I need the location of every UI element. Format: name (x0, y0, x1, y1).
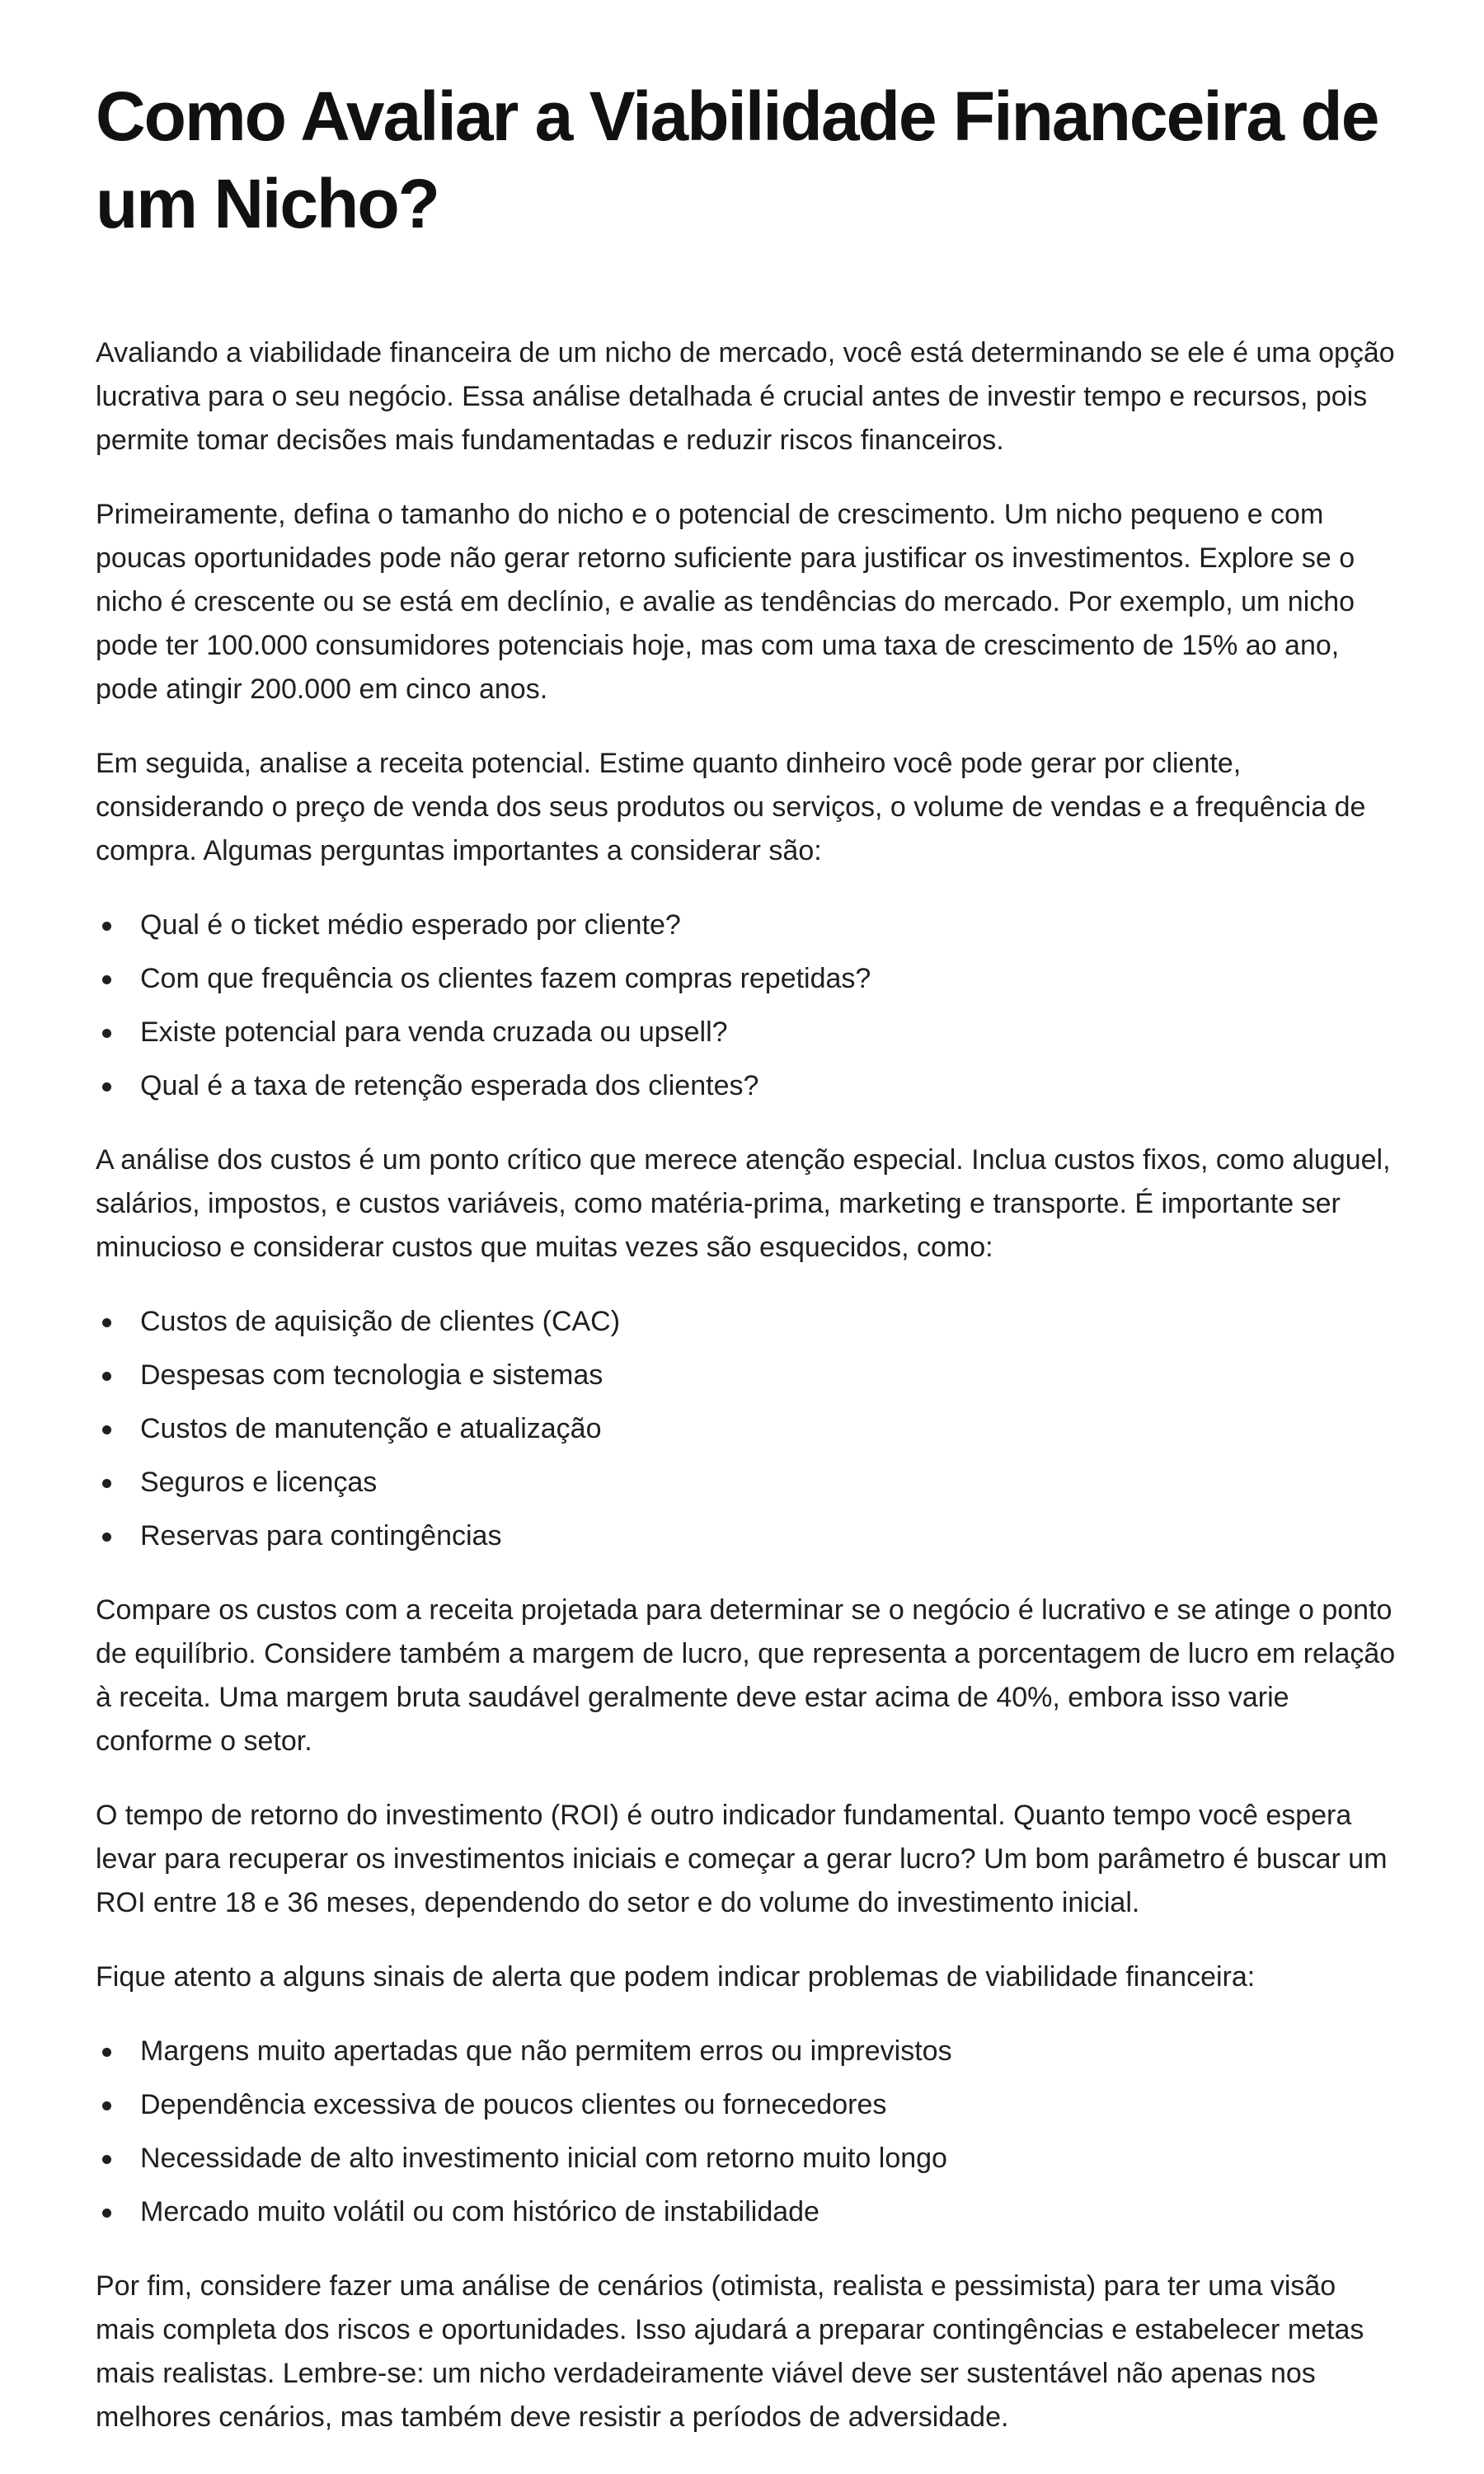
list-item (96, 1300, 1398, 1344)
list-item-text: Necessidade de alto investimento inicial com retorno muito longo (140, 2143, 947, 2174)
niche-size-paragraph: Primeiramente, defina o tamanho do nicho e o potencial de crescimento. Um nicho pequeno e com poucas oportunidades pode não gerar retorno suficiente para justificar os investimentos. Explore se o nicho é crescente ou se está em declínio, e avalie as tendências do mercado. Por exemplo, um nicho pode ter 100.000 consumidores potenciais hoje, mas com uma taxa de crescimento de 15% ao ano, pode atingir 200.000 em cinco anos. (96, 499, 1355, 705)
list-item (96, 957, 1398, 1001)
list-item-text: Dependência excessiva de poucos clientes ou fornecedores (140, 2089, 887, 2120)
bullet-icon (102, 2209, 111, 2218)
list-item-text: Seguros e licenças (140, 1467, 378, 1498)
list-item (96, 1354, 1398, 1397)
bullet-icon (102, 2155, 111, 2164)
list-item-text: Custos de manutenção e atualização (140, 1413, 602, 1444)
article (96, 0, 1398, 2439)
list-item-text: Reservas para contingências (140, 1520, 502, 1552)
intro-paragraph: Avaliando a viabilidade financeira de um nicho de mercado, você está determinando se ele é uma opção lucrativa para o seu negócio. Essa análise detalhada é crucial antes de investir tempo e recursos, pois permite tomar decisões mais fundamentadas e reduzir riscos financeiros. (96, 337, 1395, 456)
list-item-text: Mercado muito volátil ou com histórico de instabilidade (140, 2196, 819, 2228)
list-item (96, 904, 1398, 947)
bullet-icon (102, 975, 111, 984)
list-item-text: Existe potencial para venda cruzada ou upsell? (140, 1016, 728, 1048)
list-item (96, 1407, 1398, 1451)
list-item-text: Despesas com tecnologia e sistemas (140, 1359, 603, 1391)
costs-paragraph: A análise dos custos é um ponto crítico que merece atenção especial. Inclua custos fixos, como aluguel, salários, impostos, e custos variáveis, como matéria-prima, marketing e transporte. É importante ser minucioso e considerar custos que muitas vezes são esquecidos, como: (96, 1144, 1391, 1263)
bullet-icon (102, 1533, 111, 1542)
list-item (96, 1514, 1398, 1558)
warning-signs-list (96, 2030, 1398, 2234)
conclusion-paragraph: Por fim, considere fazer uma análise de cenários (otimista, realista e pessimista) para ter uma visão mais completa dos riscos e oportunidades. Isso ajudará a preparar contingências e estabelecer metas mais realistas. Lembre-se: um nicho verdadeiramente viável deve ser sustentável não apenas nos melhores cenários, mas também deve resistir a períodos de adversidade. (96, 2270, 1364, 2433)
list-item-text: Custos de aquisição de clientes (CAC) (140, 1306, 621, 1337)
list-item (96, 2083, 1398, 2127)
bullet-icon (102, 1029, 111, 1038)
article-title: Como Avaliar a Viabilidade Financeira de um Nicho? (96, 77, 1378, 242)
list-item (96, 1011, 1398, 1054)
list-item (96, 1064, 1398, 1108)
list-item-text: Qual é a taxa de retenção esperada dos clientes? (140, 1070, 759, 1101)
margin-paragraph: Compare os custos com a receita projetada para determinar se o negócio é lucrativo e se atinge o ponto de equilíbrio. Considere também a margem de lucro, que representa a porcentagem de lucro em relação à receita. Uma margem bruta saudável geralmente deve estar acima de 40%, embora isso varie conforme o setor. (96, 1594, 1396, 1757)
bullet-icon (102, 1425, 111, 1434)
revenue-paragraph: Em seguida, analise a receita potencial. Estime quanto dinheiro você pode gerar por cliente, considerando o preço de venda dos seus produtos ou serviços, o volume de vendas e a frequência de compra. Algumas perguntas importantes a considerar são: (96, 748, 1366, 866)
bullet-icon (102, 1318, 111, 1327)
warning-intro-paragraph: Fique atento a alguns sinais de alerta que podem indicar problemas de viabilidade financeira: (96, 1961, 1256, 1993)
list-item (96, 2030, 1398, 2073)
bullet-icon (102, 922, 111, 931)
bullet-icon (102, 1082, 111, 1091)
list-item-text: Margens muito apertadas que não permitem erros ou imprevistos (140, 2035, 952, 2067)
bullet-icon (102, 2101, 111, 2110)
list-item (96, 2190, 1398, 2234)
revenue-questions-list (96, 904, 1398, 1108)
bullet-icon (102, 1372, 111, 1381)
list-item-text: Com que frequência os clientes fazem compras repetidas? (140, 963, 871, 994)
list-item-text: Qual é o ticket médio esperado por cliente? (140, 909, 681, 941)
list-item (96, 1461, 1398, 1505)
bullet-icon (102, 2048, 111, 2057)
list-item (96, 2137, 1398, 2181)
forgotten-costs-list (96, 1300, 1398, 1558)
roi-paragraph: O tempo de retorno do investimento (ROI) é outro indicador fundamental. Quanto tempo você espera levar para recuperar os investimentos iniciais e começar a gerar lucro? Um bom parâmetro é buscar um ROI entre 18 e 36 meses, dependendo do setor e do volume do investimento inicial. (96, 1800, 1388, 1918)
bullet-icon (102, 1479, 111, 1488)
